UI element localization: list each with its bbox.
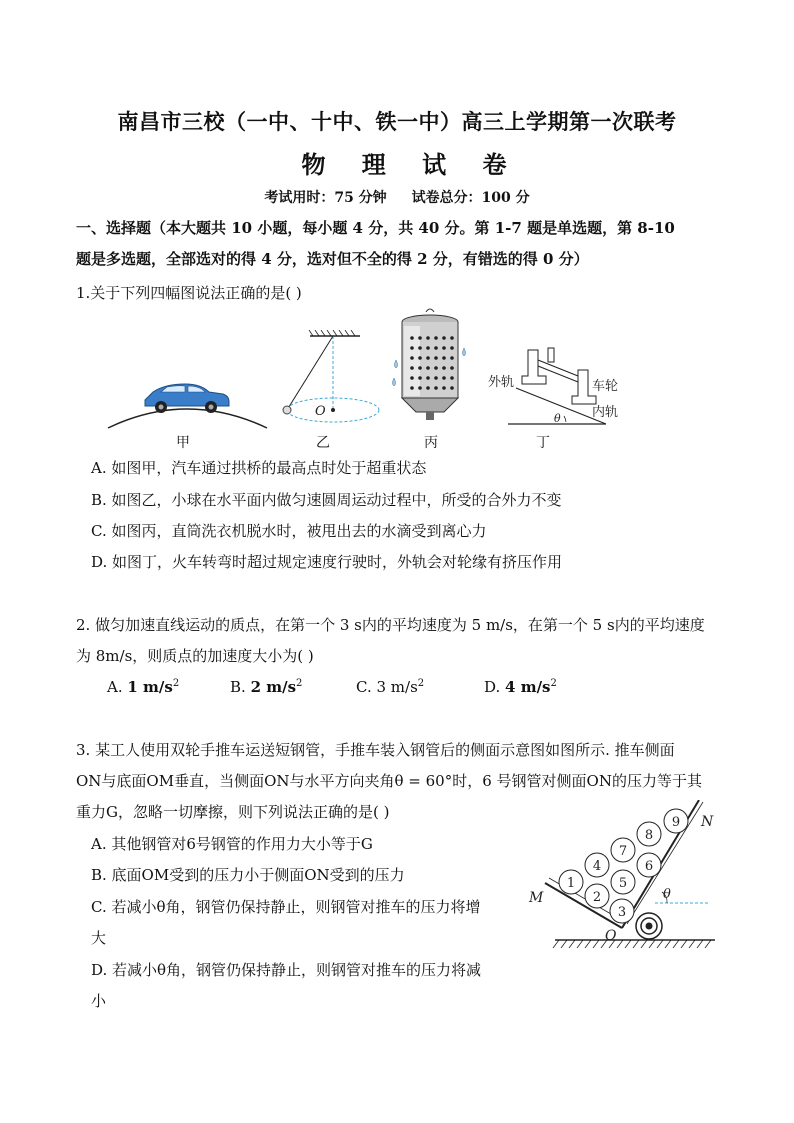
q2-option-b-exp: 2: [296, 678, 303, 689]
inner-rail-label: 内轨: [592, 405, 618, 420]
q2-option-d-value: 4 m/s: [505, 678, 551, 696]
pipe-5: [611, 870, 635, 894]
section-heading-line2: 题是多选题，全部选对的得 4 分，选对但不全的得 2 分，有错选的得 0 分）: [76, 250, 589, 268]
q2-option-c-exp: 2: [417, 678, 425, 689]
svg-text:4: 4: [592, 859, 602, 874]
exam-title: 南昌市三校（一中、十中、铁一中）高三上学期第一次联考: [117, 109, 677, 134]
q2-option-c-value: 3 m/s: [376, 678, 418, 696]
q2-option-d[interactable]: [484, 678, 557, 696]
q1-option-a[interactable]: A. 如图甲，汽车通过拱桥的最高点时处于超重状态: [91, 459, 427, 477]
q2-option-d-prefix: D.: [484, 678, 501, 696]
svg-text:7: 7: [618, 844, 628, 859]
q2-option-b-value: 2 m/s: [250, 678, 297, 696]
q3-option-d-cont: 小: [91, 992, 107, 1010]
exam-score: 试卷总分：100 分: [411, 190, 530, 206]
q2-stem-line2: 为 8m/s，则质点的加速度大小为( ): [76, 647, 314, 665]
q3-stem-line1: 3. 某工人使用双轮手推车运送短钢管，手推车装入钢管后的侧面示意图如图所示. 推车侧面: [76, 741, 675, 759]
q2-option-a-prefix: A.: [107, 678, 123, 696]
cart-n-label: N: [701, 814, 714, 830]
exam-time: 考试用时：75 分钟: [264, 190, 387, 206]
pendulum-o-label: O: [315, 404, 326, 419]
q3-option-c[interactable]: C. 若减小θ角，钢管仍保持静止，则钢管对推车的压力将增: [91, 898, 481, 916]
q1-option-d[interactable]: D. 如图丁，火车转弯时超过规定速度行驶时，外轨会对轮缘有挤压作用: [91, 553, 563, 571]
q1-option-b[interactable]: B. 如图乙，小球在水平面内做匀速圆周运动过程中，所受的合外力不变: [91, 491, 562, 509]
pipe-4: [585, 853, 609, 877]
q2-option-a-exp: 2: [172, 678, 180, 689]
pipe-8: [637, 822, 661, 846]
figure-car-bridge: [105, 370, 270, 430]
pipe-6: [637, 853, 661, 877]
q3-option-c-cont: 大: [91, 929, 107, 947]
wheel-label: 车轮: [592, 379, 618, 394]
track-theta-label: θ: [554, 412, 561, 425]
svg-text:2: 2: [592, 890, 602, 905]
section-heading-line1: 一、选择题（本大题共 10 小题，每小题 4 分，共 40 分。第 1-7 题是单选题，第 8-10: [76, 219, 675, 237]
fig-label-bing: 丙: [424, 435, 438, 451]
exam-info: [0, 187, 794, 207]
svg-text:8: 8: [644, 828, 654, 843]
q2-option-a[interactable]: [107, 678, 179, 696]
figure-banked-track: [488, 340, 618, 432]
q2-option-d-exp: 2: [550, 678, 557, 689]
svg-text:5: 5: [618, 876, 628, 891]
svg-text:6: 6: [644, 859, 654, 874]
fig-label-ding: 丁: [536, 435, 550, 451]
svg-text:1: 1: [566, 876, 576, 891]
figure-washer-drum: [390, 308, 470, 432]
q2-stem-line1: 2. 做匀加速直线运动的质点，在第一个 3 s内的平均速度为 5 m/s，在第一个 5 s内的平均速度: [76, 616, 705, 634]
q2-option-b-prefix: B.: [230, 678, 246, 696]
pipe-2: [585, 884, 609, 908]
q3-stem-line3: 重力G，忽略一切摩擦，则下列说法正确的是( ): [76, 803, 390, 821]
cart-m-label: M: [529, 890, 544, 906]
fig-label-jia: 甲: [176, 435, 190, 451]
q2-option-c-prefix: C.: [356, 678, 372, 696]
q2-option-a-value: 1 m/s: [127, 678, 173, 696]
q3-option-b[interactable]: B. 底面OM受到的压力小于侧面ON受到的压力: [91, 866, 405, 884]
cart-o-label: O: [605, 928, 617, 944]
fig-label-yi: 乙: [316, 435, 330, 451]
svg-text:9: 9: [671, 815, 681, 830]
pipe-7: [611, 838, 635, 862]
figure-handcart-pipes: [525, 800, 725, 955]
q2-option-b[interactable]: [230, 678, 302, 696]
cart-theta-label: θ: [663, 887, 671, 902]
q3-option-d[interactable]: D. 若减小θ角，钢管仍保持静止，则钢管对推车的压力将减: [91, 961, 482, 979]
pipe-3: [610, 899, 634, 923]
outer-rail-label: 外轨: [488, 375, 515, 390]
q3-option-a[interactable]: A. 其他钢管对6号钢管的作用力大小等于G: [91, 835, 373, 853]
subject-title: 物 理 试 卷: [301, 150, 521, 179]
pipe-9: [664, 809, 688, 833]
q1-stem: 1.关于下列四幅图说法正确的是( ): [76, 284, 302, 302]
svg-text:3: 3: [617, 905, 627, 920]
q2-option-c[interactable]: [356, 678, 424, 696]
q1-option-c[interactable]: C. 如图丙，直筒洗衣机脱水时，被甩出去的水滴受到离心力: [91, 522, 487, 540]
q3-stem-line2: ON与底面OM垂直，当侧面ON与水平方向夹角θ = 60°时，6 号钢管对侧面ON的压力等于其: [76, 772, 702, 790]
figure-conical-pendulum: [275, 330, 385, 430]
pipe-1: [559, 870, 583, 894]
